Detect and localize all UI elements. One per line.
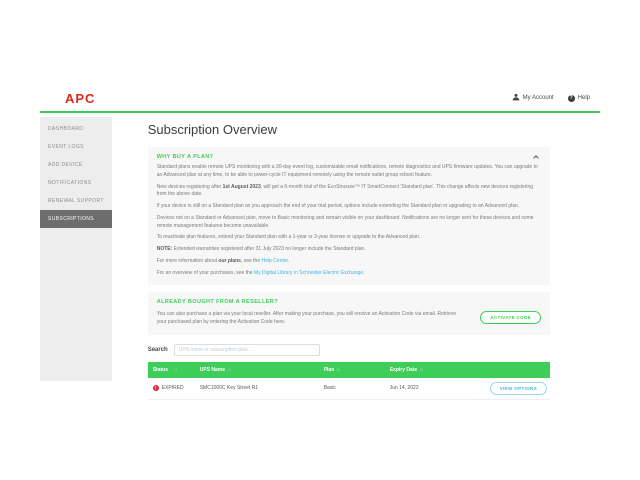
- header-ups-name-label: UPS Name: [199, 366, 225, 373]
- top-bar: [40, 85, 600, 113]
- why-buy-p7-end: .: [287, 257, 290, 264]
- why-buy-panel: [148, 147, 550, 285]
- activate-code-button[interactable]: ACTIVATE CODE: [480, 311, 541, 324]
- topbar-actions: [512, 93, 590, 103]
- why-buy-p5: To reactivate plan features, extend your Standard plan with a 1-year or 3-year license or upgrade to the Advanced plan.: [156, 234, 421, 241]
- status-badge: EXPIRED: [161, 385, 184, 392]
- search-row: [148, 344, 550, 356]
- why-buy-note-label: NOTE:: [156, 246, 173, 252]
- main-content: [148, 117, 550, 400]
- reseller-panel: [148, 292, 550, 335]
- header-expiry-label: Expiry Date: [389, 366, 418, 373]
- digital-library-link[interactable]: My Digital Library in Schneider Electric Exchange: [253, 269, 364, 276]
- header-status[interactable]: [148, 367, 200, 373]
- why-buy-p7-pre: For more information about: [156, 257, 219, 264]
- chevron-up-icon[interactable]: [533, 155, 539, 161]
- table-row: [148, 378, 550, 400]
- page-title: Subscription Overview: [147, 122, 278, 137]
- sidebar-item-renewal-support[interactable]: RENEWAL SUPPORT: [48, 198, 104, 204]
- apc-logo[interactable]: APC: [65, 90, 96, 106]
- sidebar-item-add-device[interactable]: ADD DEVICE: [48, 162, 83, 168]
- why-buy-p1: Standard plans enable remote UPS monitoring with a 30-day event log, customizable email notifications, remote diagnostics and UPS firmware updates. You can upgrade to an Advanced plan at any time, to be able to power-cycle IT equipment remotely using the remote outlet group reboot feature.: [156, 164, 538, 178]
- why-buy-title: WHY BUY A PLAN?: [156, 154, 214, 160]
- why-buy-paragraph: [157, 184, 541, 200]
- why-buy-p7-bold: our plans: [218, 257, 241, 264]
- sort-icon[interactable]: ↑↓: [172, 367, 177, 373]
- ups-name-cell: SMC1000C Key Street R1: [199, 385, 259, 392]
- sidebar-item-notifications[interactable]: NOTIFICATIONS: [48, 180, 92, 186]
- why-buy-p8-end: .: [363, 269, 365, 276]
- plan-cell: Basic: [323, 385, 336, 392]
- why-buy-p8-pre: For an overview of your purchases, see the: [156, 269, 254, 276]
- sidebar-item-event-logs[interactable]: EVENT LOGS: [48, 144, 84, 150]
- sort-icon[interactable]: ↑↓: [227, 366, 231, 372]
- why-buy-paragraph: [157, 246, 541, 254]
- why-buy-paragraph: [157, 215, 541, 231]
- sidebar: [40, 117, 112, 381]
- why-buy-p7-mid: , see the: [240, 257, 262, 264]
- expiry-date-cell: Jun 14, 2022: [389, 385, 419, 392]
- header-plan-label: Plan: [323, 366, 335, 373]
- help-icon: ?: [569, 94, 573, 101]
- sidebar-item-subscriptions[interactable]: SUBSCRIPTIONS: [40, 210, 112, 228]
- my-account-label: My Account: [522, 95, 554, 101]
- why-buy-paragraph: [157, 203, 541, 211]
- expired-status-icon: !: [153, 385, 159, 391]
- reseller-body: You can also purchase a plan via your local reseller. After making your purchase, you will receive an Activation Code via email. Retrieve your purchased plan by entering the Activation Code here.: [156, 311, 457, 325]
- search-input[interactable]: [174, 344, 320, 356]
- sort-icon[interactable]: ↑↓: [336, 366, 341, 372]
- header-status-label: Status: [152, 366, 168, 373]
- table-header: [148, 362, 550, 378]
- why-buy-p3: If your device is still on a Standard plan as you approach the end of your trial period, options include extending the Standard plan or upgrading to an Advanced plan.: [156, 203, 520, 209]
- subscriptions-table: [148, 362, 550, 400]
- why-buy-p2-pre: New devices registering after: [156, 183, 223, 190]
- why-buy-paragraph: [157, 258, 541, 266]
- sort-icon[interactable]: ↑↓: [419, 366, 424, 372]
- header-expiry-date[interactable]: [390, 367, 490, 373]
- header-plan[interactable]: [324, 367, 390, 373]
- why-buy-p4: Devices not on a Standard or Advanced plan, move to Basic monitoring and remain visible on your dashboard. Notifications are no longer sent for these devices and some remote management features become unavailable.: [156, 214, 534, 229]
- why-buy-p2-post: , will get a 6-month trial of the EcoStruxure™ IT SmartConnect 'Standard plan'. This change affects new devices registering from the above date.: [156, 183, 534, 198]
- reseller-title: ALREADY BOUGHT FROM A RESELLER?: [156, 299, 278, 306]
- why-buy-p2-bold: 1st August 2023: [222, 183, 261, 190]
- help-center-link[interactable]: Help Center: [261, 257, 288, 264]
- search-label: Search: [147, 346, 168, 353]
- app-window: [40, 85, 600, 400]
- why-buy-p6-post: Extended warranties registered after 31 July 2023 no longer include the Standard plan.: [172, 246, 366, 252]
- why-buy-paragraph: [157, 234, 541, 242]
- my-account-link[interactable]: [512, 93, 554, 103]
- sidebar-item-dashboard[interactable]: DASHBOARD: [48, 126, 84, 132]
- header-ups-name[interactable]: [200, 367, 324, 373]
- help-label: Help: [577, 95, 590, 101]
- why-buy-paragraph: [157, 164, 541, 180]
- help-link[interactable]: [568, 95, 590, 102]
- why-buy-paragraph: [157, 270, 541, 278]
- user-icon: [512, 93, 520, 103]
- view-options-button[interactable]: VIEW OPTIONS: [490, 382, 547, 395]
